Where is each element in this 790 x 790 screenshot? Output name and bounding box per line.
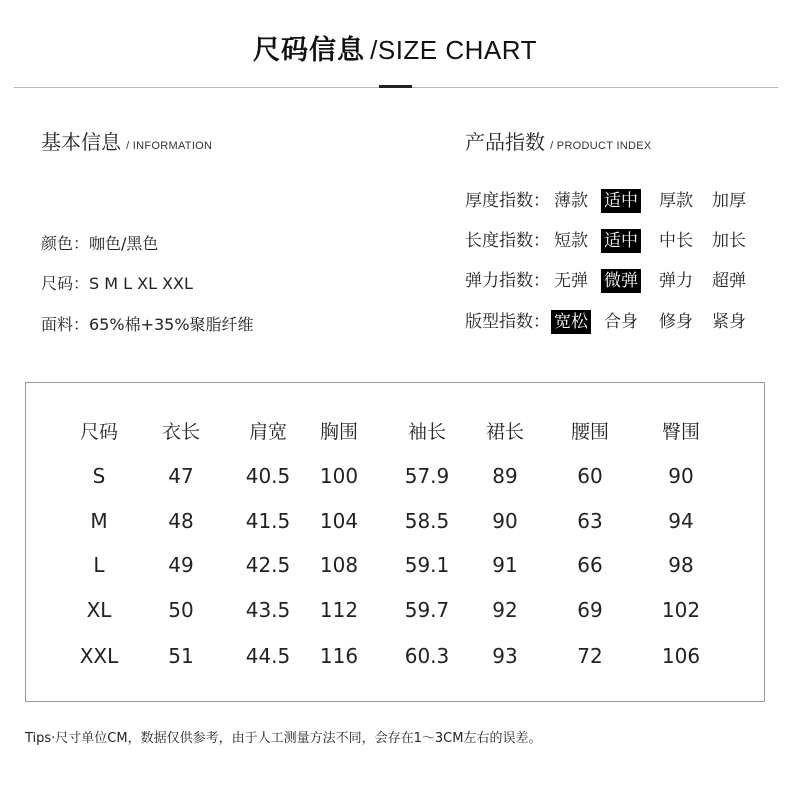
index-option: 厚款 [659, 191, 693, 211]
table-cell: 60 [577, 464, 603, 488]
info-heading-en: / INFORMATION [126, 140, 213, 152]
table-cell: 63 [577, 509, 603, 533]
title-zh: 尺码信息 [253, 35, 366, 66]
table-cell: 112 [319, 598, 359, 622]
title-en: /SIZE CHART [370, 35, 537, 65]
table-cell: 57.9 [404, 464, 450, 488]
index-option: 弹力 [659, 271, 693, 291]
table-cell: 69 [577, 598, 603, 622]
table-cell: 60.3 [404, 644, 450, 668]
column-header: 衣长 [161, 421, 200, 443]
index-option: 中长 [659, 231, 693, 251]
column-header: 肩宽 [248, 421, 287, 443]
table-cell: 93 [492, 644, 518, 668]
size-label-cell: M [90, 509, 108, 533]
table-cell: 58.5 [404, 509, 450, 533]
table-cell: 40.5 [245, 464, 291, 488]
info-color: 颜色：咖色/黑色 [41, 234, 159, 253]
product-index-heading [465, 126, 652, 155]
info-heading [41, 126, 212, 155]
index-row-label: 厚度指数： [465, 191, 550, 211]
table-cell: 102 [661, 598, 701, 622]
table-cell: 49 [168, 553, 194, 577]
index-option-selected: 宽松 [551, 310, 591, 334]
index-option: 薄款 [554, 191, 588, 211]
index-row-label: 弹力指数： [465, 271, 550, 291]
info-heading-zh: 基本信息 [41, 130, 121, 154]
table-cell: 66 [577, 553, 603, 577]
table-cell: 116 [319, 644, 359, 668]
index-option: 加长 [712, 231, 746, 251]
page-title [0, 28, 790, 67]
size-label-cell: XL [86, 598, 112, 622]
table-cell: 50 [168, 598, 194, 622]
index-option-selected: 适中 [601, 189, 641, 213]
size-label-cell: XXL [79, 644, 119, 668]
table-cell: 44.5 [245, 644, 291, 668]
table-cell: 43.5 [245, 598, 291, 622]
product-index-heading-zh: 产品指数 [465, 130, 545, 154]
table-cell: 106 [661, 644, 701, 668]
table-cell: 89 [492, 464, 518, 488]
index-option: 无弹 [554, 271, 588, 291]
column-header: 臀围 [661, 421, 700, 443]
table-cell: 100 [319, 464, 359, 488]
index-option: 紧身 [712, 312, 746, 332]
table-cell: 59.1 [404, 553, 450, 577]
table-cell: 59.7 [404, 598, 450, 622]
info-fabric: 面料：65%棉+35%聚脂纤维 [41, 315, 254, 334]
index-option: 加厚 [712, 191, 746, 211]
index-option: 合身 [604, 312, 638, 332]
table-cell: 51 [168, 644, 194, 668]
column-header: 胸围 [319, 421, 358, 443]
product-index-heading-en: / PRODUCT INDEX [550, 140, 652, 152]
table-cell: 48 [168, 509, 194, 533]
table-cell: 104 [319, 509, 359, 533]
table-cell: 90 [668, 464, 694, 488]
size-table [25, 382, 765, 702]
index-option-selected: 微弹 [601, 269, 641, 293]
size-label-cell: L [93, 553, 105, 577]
table-cell: 98 [668, 553, 694, 577]
table-cell: 92 [492, 598, 518, 622]
table-cell: 72 [577, 644, 603, 668]
column-header: 尺码 [79, 421, 118, 443]
index-option-selected: 适中 [601, 229, 641, 253]
table-cell: 90 [492, 509, 518, 533]
table-cell: 108 [319, 553, 359, 577]
table-cell: 47 [168, 464, 194, 488]
info-size: 尺码：S M L XL XXL [41, 274, 193, 293]
index-row-label: 长度指数： [465, 231, 550, 251]
table-cell: 94 [668, 509, 694, 533]
index-option: 短款 [554, 231, 588, 251]
column-header: 袖长 [407, 421, 446, 443]
table-cell: 41.5 [245, 509, 291, 533]
size-label-cell: S [92, 464, 106, 488]
index-row-label: 版型指数： [465, 312, 550, 332]
table-cell: 42.5 [245, 553, 291, 577]
tips-note: Tips·尺寸单位CM，数据仅供参考，由于人工测量方法不同，会存在1～3CM左右的误差。 [25, 731, 542, 746]
index-option: 超弹 [712, 271, 746, 291]
index-option: 修身 [659, 312, 693, 332]
title-divider-accent [379, 85, 412, 88]
column-header: 裙长 [485, 421, 524, 443]
column-header: 腰围 [570, 421, 609, 443]
table-cell: 91 [492, 553, 518, 577]
